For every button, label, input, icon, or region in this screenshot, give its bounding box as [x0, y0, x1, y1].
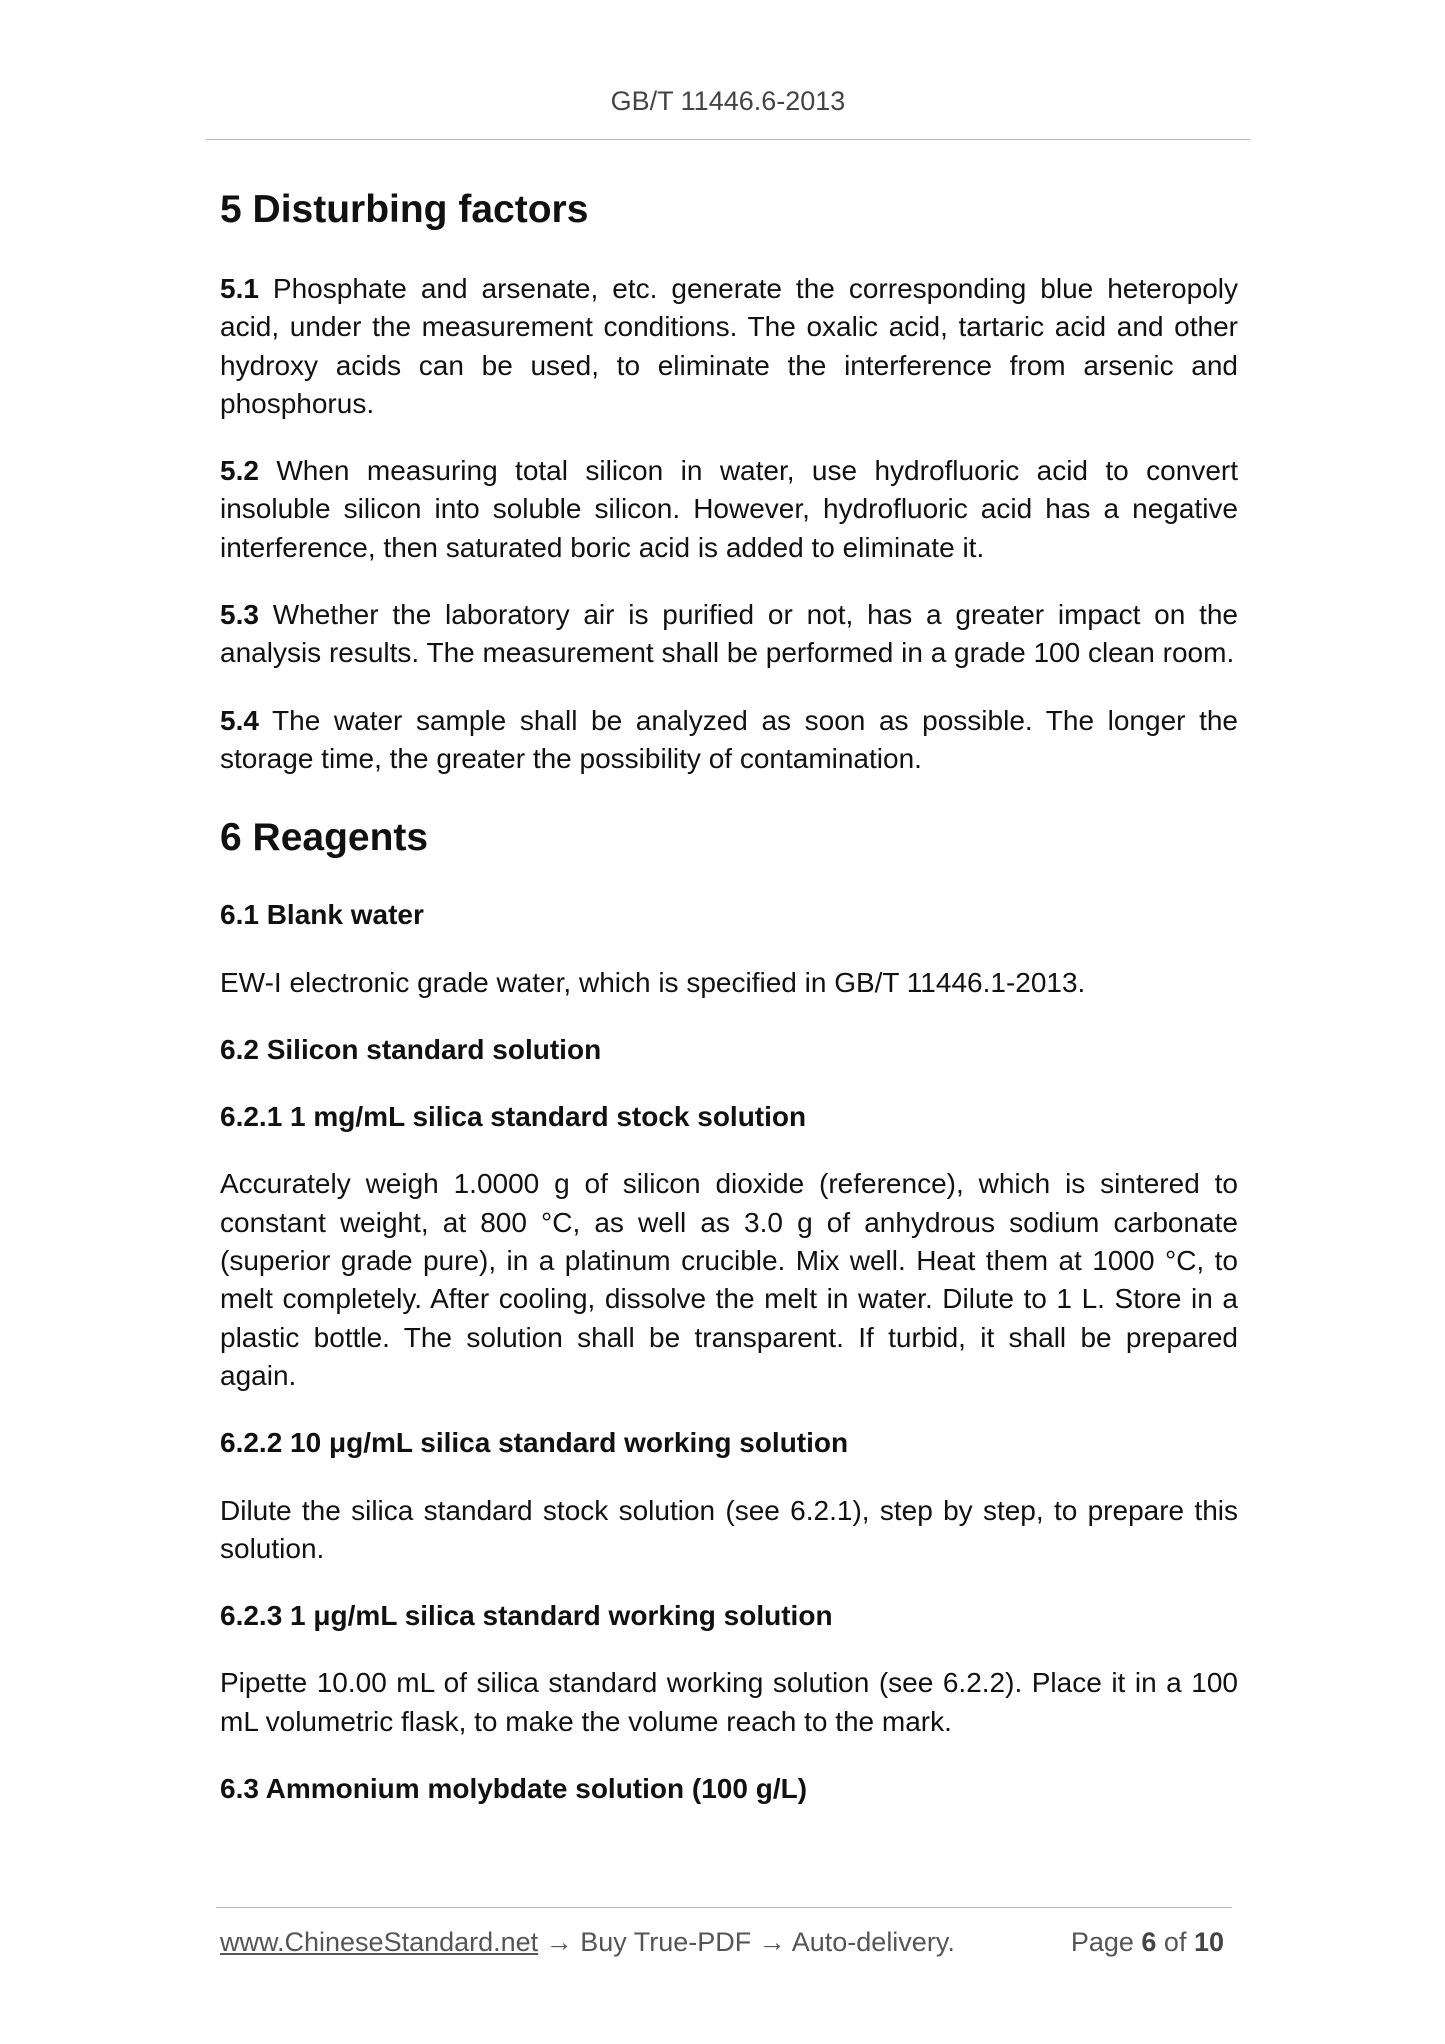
clause-5-3 [220, 596, 1238, 673]
footer-divider [216, 1907, 1232, 1908]
page-word: Page [1070, 1927, 1142, 1957]
page-number [1071, 1927, 1224, 1958]
clause-text: Phosphate and arsenate, etc. generate the corresponding blue heteropoly acid, under the measurement conditions. The oxalic acid, tartaric acid and other hydroxy acids can be used, to eliminate the interference from arsenic and phosphorus. [220, 273, 1238, 419]
page-content [220, 180, 1238, 1837]
subsection-6-1-heading: 6.1 Blank water [220, 899, 424, 931]
subsection-6-2-2-text: Dilute the silica standard stock solution (see 6.2.1), step by step, to prepare this solution. [220, 1494, 1238, 1564]
section-5-heading: 5 Disturbing factors [220, 188, 589, 231]
subsection-6-2-2-heading: 6.2.2 10 μg/mL silica standard working solution [220, 1427, 849, 1459]
clause-5-1 [220, 270, 1238, 423]
subsection-6-2-3-text: Pipette 10.00 mL of silica standard working solution (see 6.2.2). Place it in a 100 mL volumetric flask, to make the volume reach to the mark. [220, 1667, 1238, 1737]
page-of: of [1156, 1927, 1194, 1957]
website-link[interactable]: www.ChineseStandard.net [220, 1927, 539, 1957]
section-6-heading: 6 Reagents [220, 816, 429, 860]
page-total: 10 [1193, 1927, 1224, 1957]
header-divider [206, 139, 1250, 140]
clause-number: 5.4 [220, 704, 259, 736]
clause-text: The water sample shall be analyzed as soon as possible. The longer the storage time, the greater the possibility of contamination. [220, 704, 1238, 774]
footer-tagline: → Buy True-PDF → Auto-delivery. [538, 1927, 955, 1957]
subsection-6-1-text: EW-I electronic grade water, which is specified in GB/T 11446.1-2013. [220, 966, 1086, 998]
clause-5-4 [220, 702, 1238, 779]
clause-text: Whether the laboratory air is purified or not, has a greater impact on the analysis results. The measurement shall be performed in a grade 100 clean room. [220, 599, 1238, 669]
subsection-6-2-1-text: Accurately weigh 1.0000 g of silicon dioxide (reference), which is sintered to constant weight, at 800 °C, as well as 3.0 g of anhydrous sodium carbonate (superior grade pure), in a platinum crucible. Mix well. Heat them at 1000 °C, to melt completely. After cooling, dissolve the melt in water. Dilute to 1 L. Store in a plastic bottle. The solution shall be transparent. If turbid, it shall be prepared again. [220, 1168, 1238, 1391]
subsection-6-2-heading: 6.2 Silicon standard solution [220, 1033, 602, 1065]
page-current: 6 [1141, 1927, 1157, 1957]
clause-5-2 [220, 452, 1238, 567]
clause-number: 5.3 [220, 599, 259, 631]
clause-text: When measuring total silicon in water, use hydrofluoric acid to convert insoluble silicon into soluble silicon. However, hydrofluoric acid has a negative interference, then saturated boric acid is added to eliminate it. [220, 455, 1238, 563]
footer-left [220, 1927, 955, 1958]
subsection-6-2-1-heading: 6.2.1 1 mg/mL silica standard stock solution [220, 1101, 807, 1133]
subsection-6-3-heading: 6.3 Ammonium molybdate solution (100 g/L) [220, 1773, 808, 1805]
running-header: GB/T 11446.6-2013 [610, 86, 846, 116]
clause-number: 5.1 [220, 273, 259, 304]
subsection-6-2-3-heading: 6.2.3 1 μg/mL silica standard working solution [220, 1600, 833, 1632]
clause-number: 5.2 [220, 455, 259, 487]
